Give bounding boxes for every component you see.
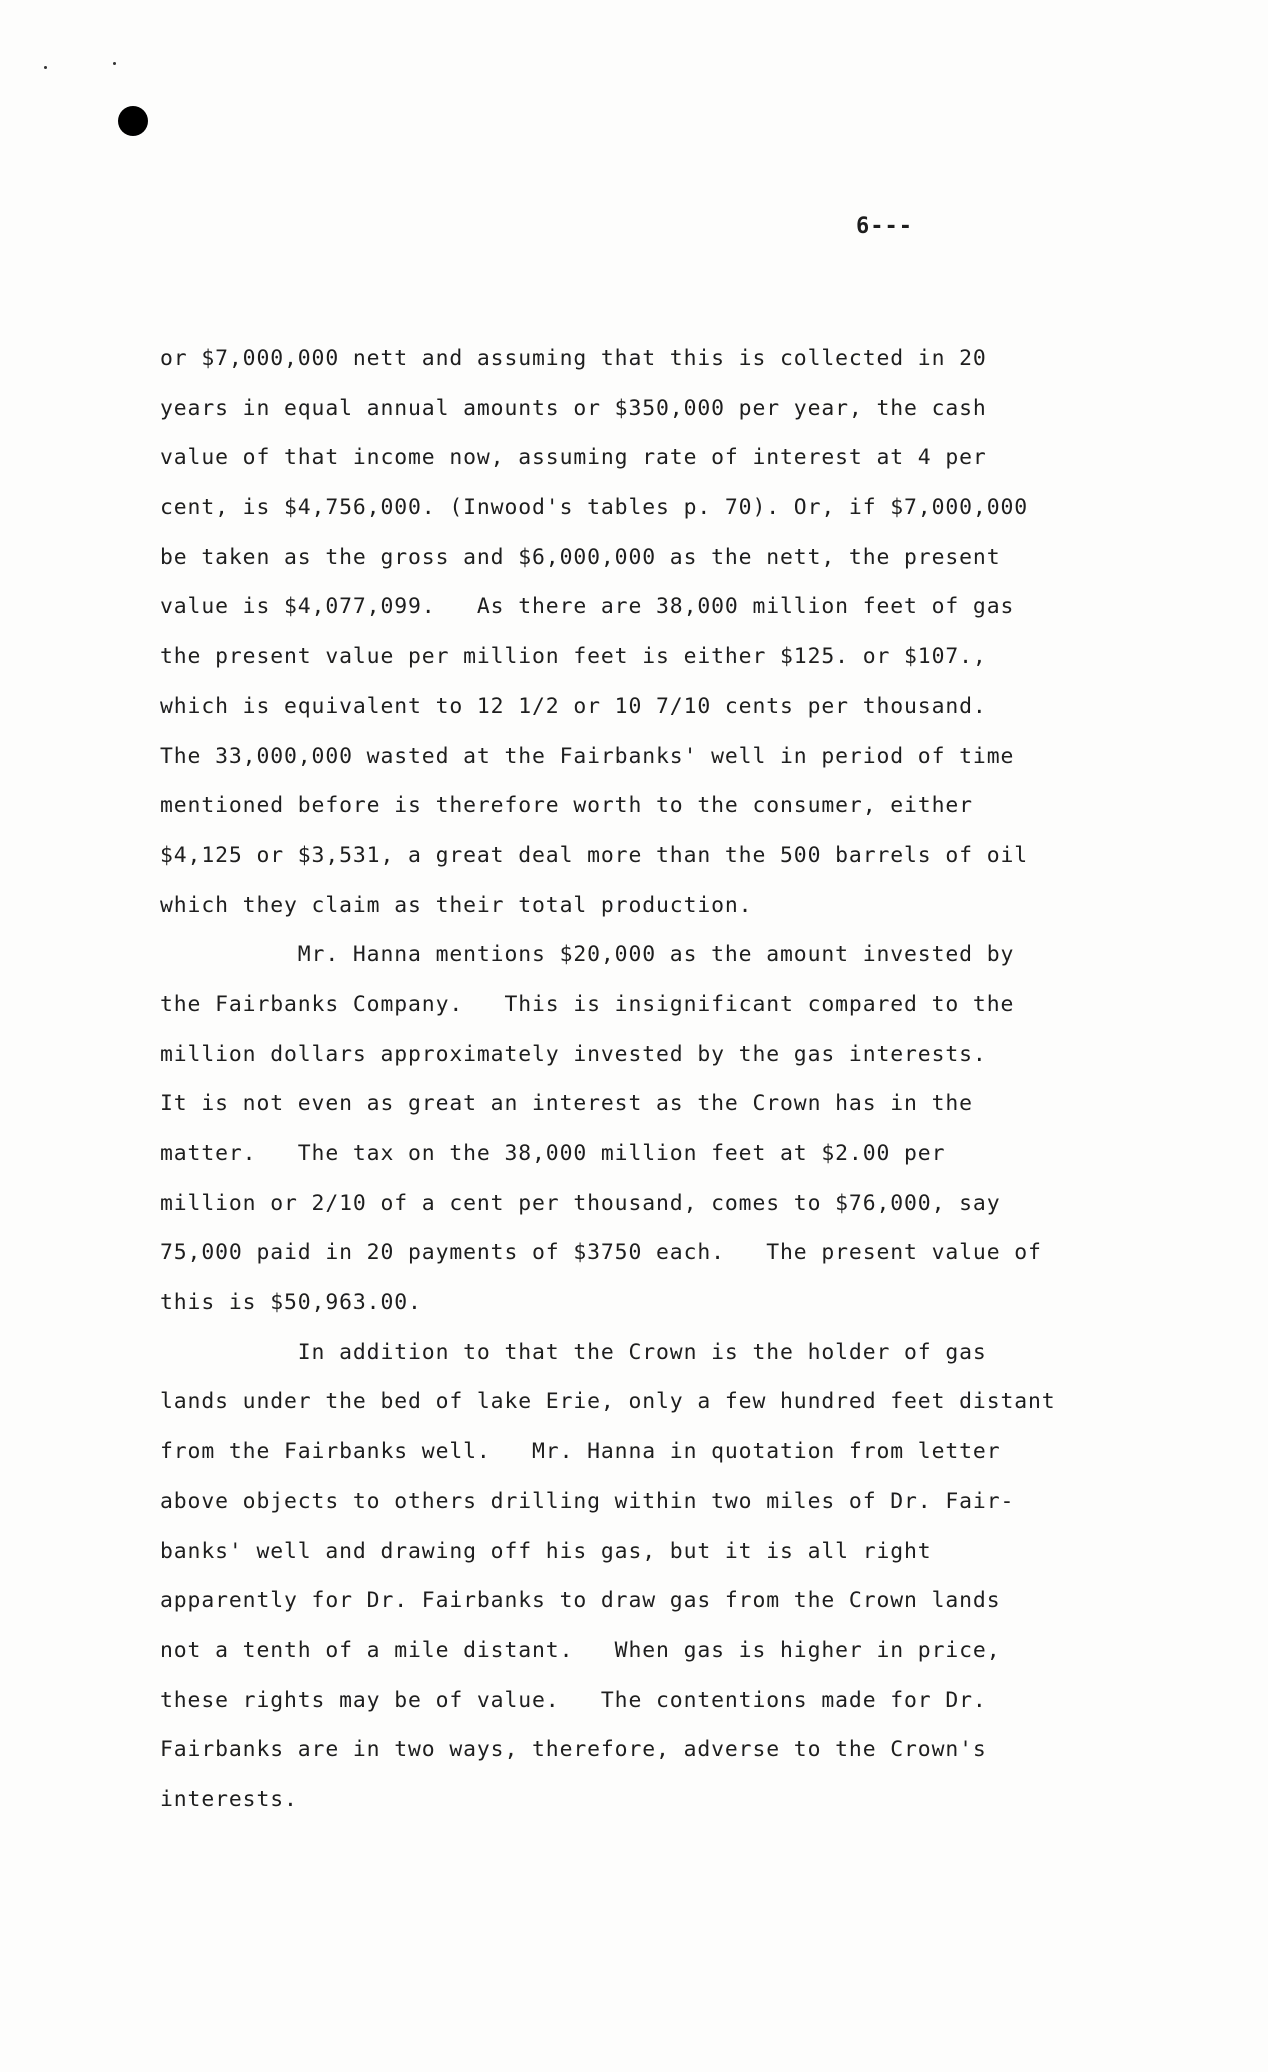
- text-line: 75,000 paid in 20 payments of $3750 each. The present value of: [160, 1240, 1042, 1266]
- text-line: Fairbanks are in two ways, therefore, adverse to the Crown's: [160, 1737, 987, 1763]
- text-line: million or 2/10 of a cent per thousand, comes to $76,000, say: [160, 1190, 1001, 1216]
- text-line: which is equivalent to 12 1/2 or 10 7/10 cents per thousand.: [160, 693, 987, 719]
- ink-speck: [113, 62, 116, 65]
- text-line: the present value per million feet is either $125. or $107.,: [160, 644, 987, 670]
- text-line: In addition to that the Crown is the holder of gas: [160, 1339, 987, 1365]
- text-line: these rights may be of value. The contentions made for Dr.: [160, 1687, 987, 1713]
- text-line: be taken as the gross and $6,000,000 as the nett, the present: [160, 544, 1001, 570]
- text-line: $4,125 or $3,531, a great deal more than the 500 barrels of oil: [160, 842, 1029, 868]
- text-line: lands under the bed of lake Erie, only a few hundred feet distant: [160, 1389, 1056, 1415]
- text-line: interests.: [160, 1786, 298, 1812]
- text-line: The 33,000,000 wasted at the Fairbanks' well in period of time: [160, 743, 1015, 769]
- text-line: years in equal annual amounts or $350,000 per year, the cash: [160, 395, 987, 421]
- page-number: 6---: [856, 214, 913, 239]
- text-line: It is not even as great an interest as the Crown has in the: [160, 1091, 973, 1117]
- text-line: matter. The tax on the 38,000 million feet at $2.00 per: [160, 1141, 946, 1166]
- text-line: above objects to others drilling within two miles of Dr. Fair-: [160, 1488, 1015, 1514]
- text-line: this is $50,963.00.: [160, 1290, 422, 1316]
- text-line: apparently for Dr. Fairbanks to draw gas from the Crown lands: [160, 1588, 1001, 1614]
- text-line: which they claim as their total production.: [160, 892, 753, 918]
- text-line: banks' well and drawing off his gas, but it is all right: [160, 1538, 932, 1564]
- ink-speck: [44, 66, 47, 69]
- text-line: million dollars approximately invested by the gas interests.: [160, 1041, 987, 1067]
- text-line: value of that income now, assuming rate of interest at 4 per: [160, 445, 987, 471]
- text-line: or $7,000,000 nett and assuming that this is collected in 20: [160, 346, 987, 371]
- text-line: value is $4,077,099. As there are 38,000 million feet of gas: [160, 594, 1015, 620]
- text-line: mentioned before is therefore worth to the consumer, either: [160, 793, 973, 819]
- text-line: the Fairbanks Company. This is insignificant compared to the: [160, 991, 1015, 1017]
- text-line: cent, is $4,756,000. (Inwood's tables p. 70). Or, if $7,000,000: [160, 495, 1029, 521]
- text-line: Mr. Hanna mentions $20,000 as the amount invested by: [160, 942, 1015, 968]
- text-line: from the Fairbanks well. Mr. Hanna in quotation from letter: [160, 1439, 1001, 1465]
- text-line: not a tenth of a mile distant. When gas is higher in price,: [160, 1637, 1001, 1663]
- punch-hole-mark: [118, 106, 148, 136]
- body-text: [160, 334, 1170, 1825]
